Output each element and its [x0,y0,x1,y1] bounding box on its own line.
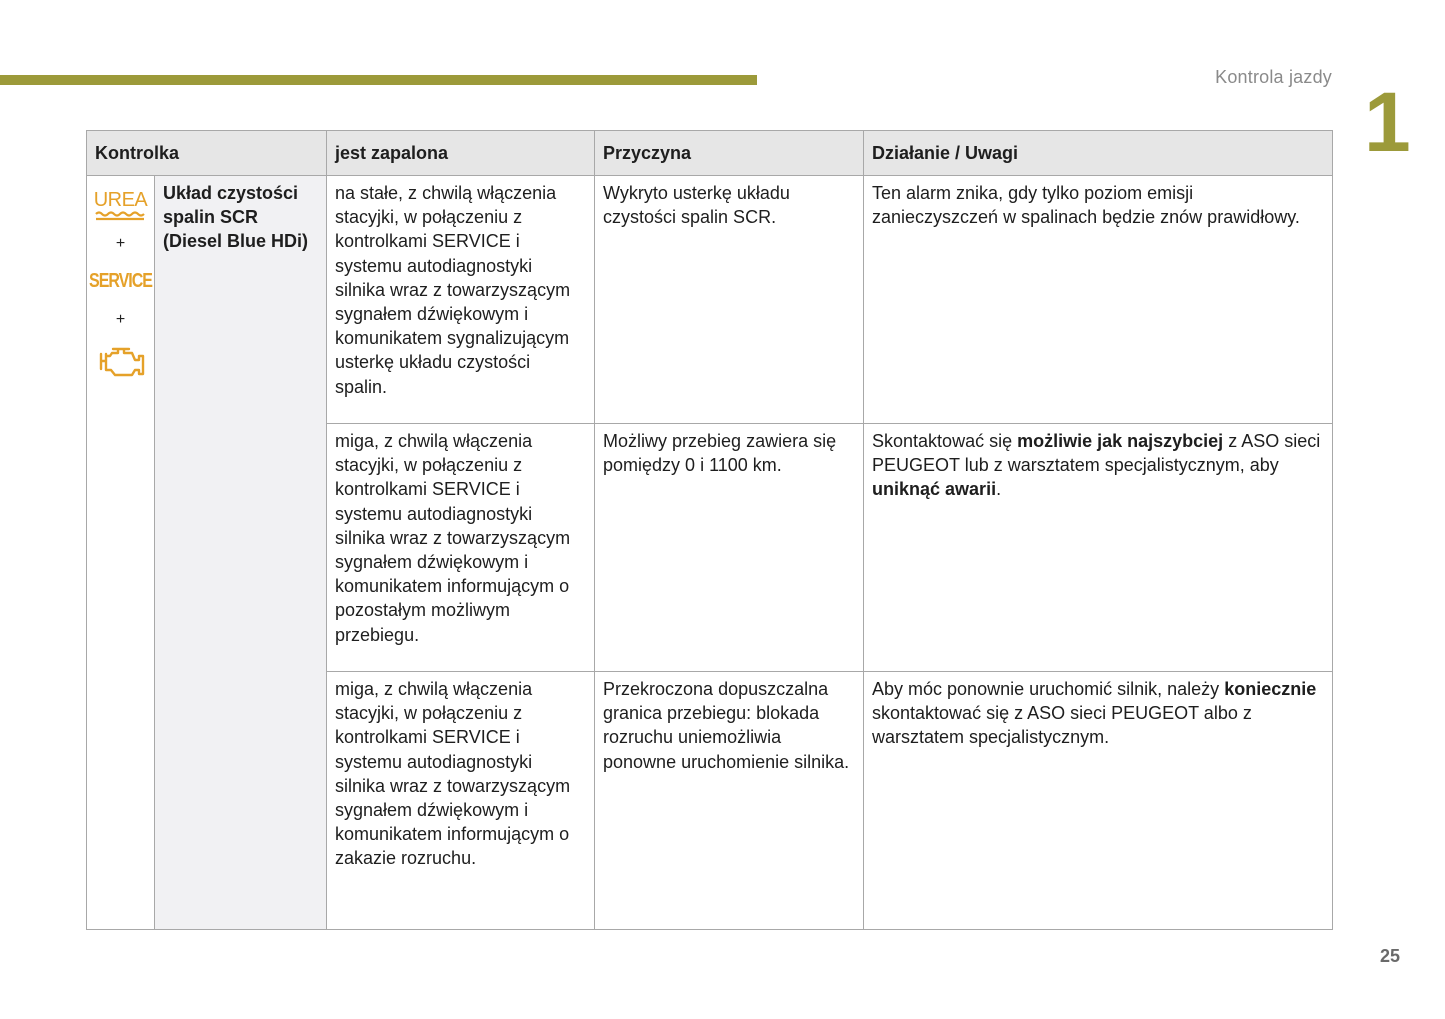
action-emphasis: koniecznie [1224,679,1317,699]
action-text: skontaktować się z ASO sieci PEUGEOT albo z warsztatem specjalistycznym. [872,703,1252,748]
urea-warning-icon [94,190,148,222]
action-text: Aby móc ponownie uruchomić silnik, należy [872,679,1225,699]
chapter-number: 1 [1364,75,1411,169]
action-text: . [996,479,1002,500]
column-header-indicator: Kontrolka [87,131,327,176]
column-header-action: Działanie / Uwagi [864,131,1333,176]
urea-wave-icon [95,210,145,222]
lit-cell: miga, z chwilą włączenia stacyjki, w połączeniu z kontrolkami SERVICE i systemu autodiagnostyki silnika wraz z towarzyszącym sygnałem dźwiękowym i komunikatem informującym o pozostałym możliwym przebiegu. [327,424,595,672]
action-cell [864,672,1333,930]
header-accent-bar [0,75,757,85]
indicator-icons-cell [87,176,155,930]
action-cell [864,424,1333,672]
section-title: Kontrola jazdy [1215,67,1332,87]
cause-cell: Możliwy przebieg zawiera się pomiędzy 0 i 1100 km. [595,424,864,672]
lit-cell: miga, z chwilą włączenia stacyjki, w połączeniu z kontrolkami SERVICE i systemu autodiagnostyki silnika wraz z towarzyszącym sygnałem dźwiękowym i komunikatem informującym o zakazie rozruchu. [327,672,595,930]
table-header-row [87,131,1333,176]
column-header-cause: Przyczyna [595,131,864,176]
action-text: Skontaktować się [872,431,1018,451]
urea-label: UREA [93,189,148,211]
cause-cell: Przekroczona dopuszczalna granica przebiegu: blokada rozruchu uniemożliwia ponowne uruchomienie silnika. [595,672,864,930]
table-row [87,176,1333,424]
action-emphasis: możliwie jak najszybciej [1017,431,1224,451]
action-emphasis: uniknąć awarii [872,479,997,500]
action-text: z ASO sieci PEUGEOT lub z warsztatem specjalistycznym, aby [872,431,1321,476]
column-header-lit: jest zapalona [327,131,595,176]
indicator-name-cell: Układ czystości spalin SCR (Diesel Blue HDi) [155,176,327,930]
page-number: 25 [1380,946,1401,966]
engine-check-icon [96,342,146,380]
action-cell: Ten alarm znika, gdy tylko poziom emisji zanieczyszczeń w spalinach będzie znów prawidłowy. [864,176,1333,424]
plus-sign: + [115,235,126,252]
plus-sign: + [115,311,126,329]
cause-cell: Wykryto usterkę układu czystości spalin SCR. [595,176,864,424]
warning-lights-table [86,130,1333,930]
service-warning-icon: SERVICE [89,270,152,292]
lit-cell: na stałe, z chwilą włączenia stacyjki, w połączeniu z kontrolkami SERVICE i systemu autodiagnostyki silnika wraz z towarzyszącym sygnałem dźwiękowym i komunikatem sygnalizującym usterkę układu czystości spalin. [327,176,595,424]
